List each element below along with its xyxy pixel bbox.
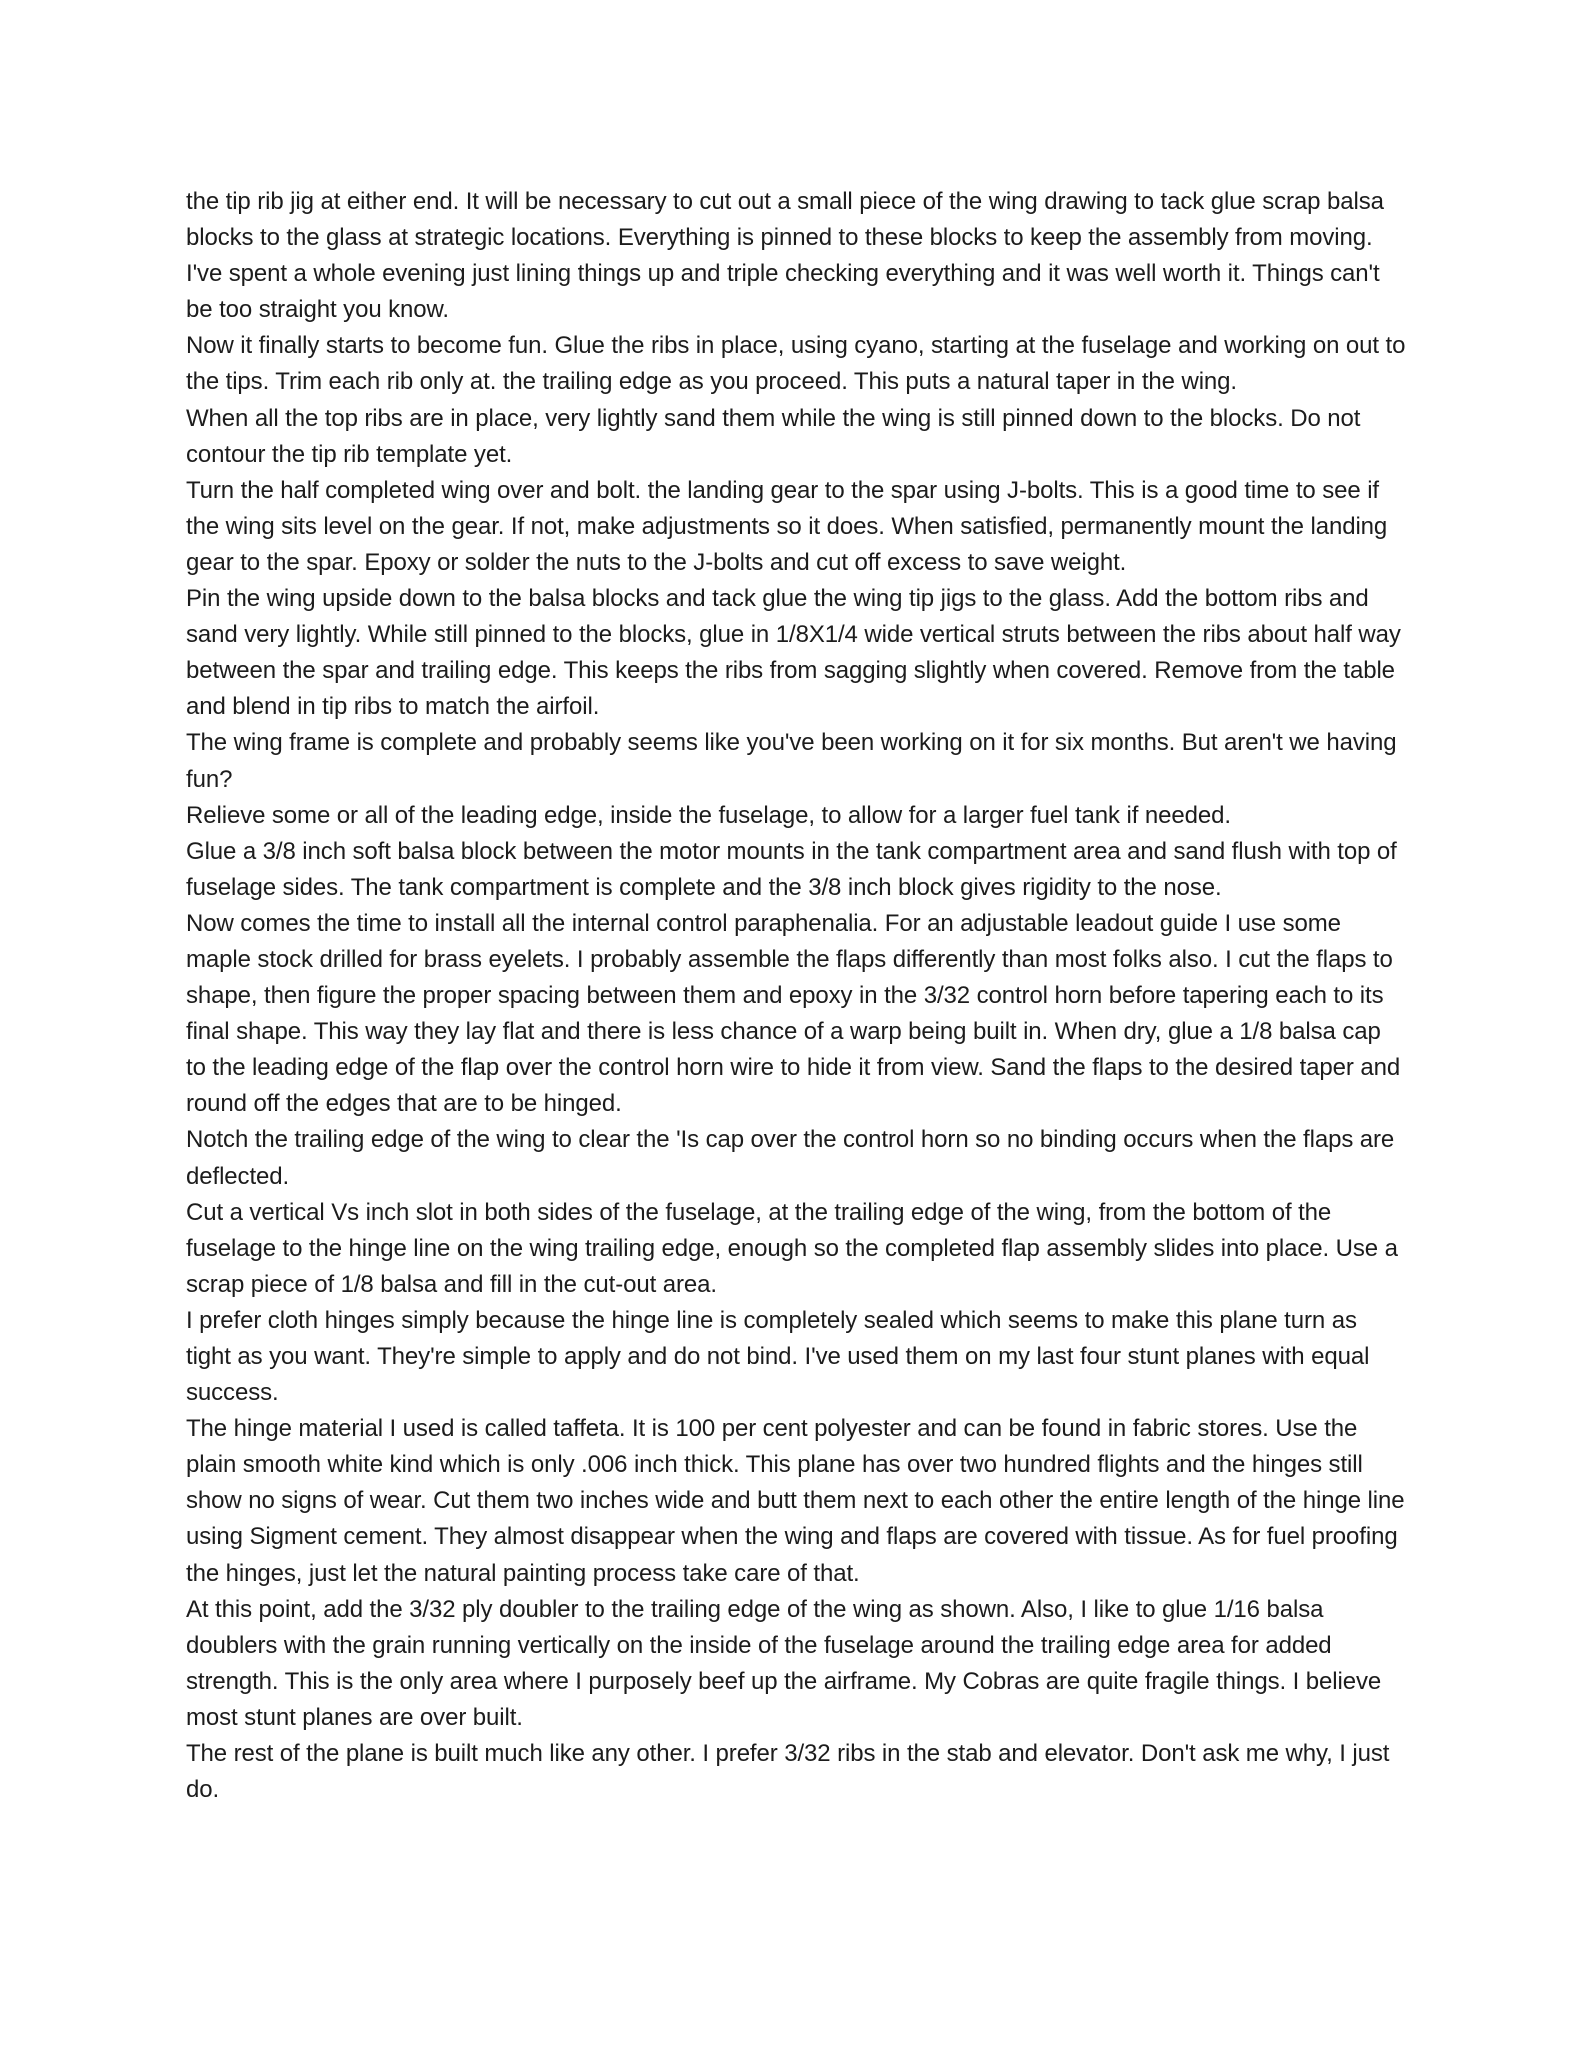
paragraph-cloth-hinges: I prefer cloth hinges simply because the hinge line is completely sealed which seems to make this plane turn as tight as you want. They're simple to apply and do not bind. I've used them on my last four stunt planes with equal success.	[186, 1306, 1370, 1407]
paragraph-ply-doubler: At this point, add the 3/32 ply doubler to the trailing edge of the wing as shown. Also, I like to glue 1/16 balsa doublers with the grain running vertically on the inside of the fuselage around the trailing edge area for added strength. This is the only area where I purposely beef up the airframe. My Cobras are quite fragile things. I believe most stunt planes are over built.	[186, 1595, 1382, 1731]
paragraph-rest-of-plane: The rest of the plane is built much like any other. I prefer 3/32 ribs in the stab and elevator. Don't ask me why, I just do.	[186, 1740, 1390, 1804]
paragraph-glue-ribs: Now it finally starts to become fun. Glue the ribs in place, using cyano, starting at the fuselage and working on out to the tips. Trim each rib only at. the trailing edge as you proceed. This puts a natural taper in the wing.	[186, 332, 1406, 396]
paragraph-bottom-ribs: Pin the wing upside down to the balsa blocks and tack glue the wing tip jigs to the glass. Add the bottom ribs and sand very lightly. While still pinned to the blocks, glue in 1/8X1/4 wide vertical struts between the ribs about half way between the spar and trailing edge. This keeps the ribs from sagging slightly when covered. Remove from the table and blend in tip ribs to match the airfoil.	[186, 585, 1401, 721]
paragraph-notch-trailing-edge: Notch the trailing edge of the wing to clear the 'Is cap over the control horn so no binding occurs when the flaps are deflected.	[186, 1126, 1395, 1190]
paragraph-vertical-slot: Cut a vertical Vs inch slot in both sides of the fuselage, at the trailing edge of the wing, from the bottom of the fuselage to the hinge line on the wing trailing edge, enough so the completed flap assembly slides into place. Use a scrap piece of 1/8 balsa and fill in the cut-out area.	[186, 1198, 1398, 1298]
paragraph-balsa-block: Glue a 3/8 inch soft balsa block between the motor mounts in the tank compartment area and sand flush with top of fuselage sides. The tank compartment is complete and the 3/8 inch block gives rigidity to the nose.	[186, 837, 1397, 901]
paragraph-control-paraphenalia: Now comes the time to install all the internal control paraphenalia. For an adjustable leadout guide I use some maple stock drilled for brass eyelets. I probably assemble the flaps differently than most folks also. I cut the flaps to shape, then figure the proper spacing between them and epoxy in the 3/32 control horn before tapering each to its final shape. This way they lay flat and there is less chance of a warp being built in. When dry, glue a 1/8 balsa cap to the leading edge of the flap over the control horn wire to hide it from view. Sand the flaps to the desired taper and round off the edges that are to be hinged.	[186, 909, 1401, 1118]
paragraph-wing-frame-complete: The wing frame is complete and probably seems like you've been working on it for six months. But aren't we having fun?	[186, 729, 1397, 793]
document-page	[186, 184, 1406, 1808]
paragraph-hinge-material: The hinge material I used is called taffeta. It is 100 per cent polyester and can be found in fabric stores. Use the plain smooth white kind which is only .006 inch thick. This plane has over two hundred flights and the hinges still show no signs of wear. Cut them two inches wide and butt them next to each other the entire length of the hinge line using Sigment cement. They almost disappear when the wing and flaps are covered with tissue. As for fuel proofing the hinges, just let the natural painting process take care of that.	[186, 1415, 1405, 1587]
paragraph-sand-top-ribs: When all the top ribs are in place, very lightly sand them while the wing is still pinned down to the blocks. Do not contour the tip rib template yet.	[186, 404, 1361, 468]
paragraph-tip-rib-jig: the tip rib jig at either end. It will be necessary to cut out a small piece of the wing drawing to tack glue scrap balsa blocks to the glass at strategic locations. Everything is pinned to these blocks to keep the assembly from moving. I've spent a whole evening just lining things up and triple checking everything and it was well worth it. Things can't be too straight you know.	[186, 188, 1384, 324]
paragraph-leading-edge: Relieve some or all of the leading edge, inside the fuselage, to allow for a larger fuel tank if needed.	[186, 801, 1231, 829]
paragraph-landing-gear: Turn the half completed wing over and bolt. the landing gear to the spar using J-bolts. This is a good time to see if the wing sits level on the gear. If not, make adjustments so it does. When satisfied, permanently mount the landing gear to the spar. Epoxy or solder the nuts to the J-bolts and cut off excess to save weight.	[186, 476, 1388, 576]
